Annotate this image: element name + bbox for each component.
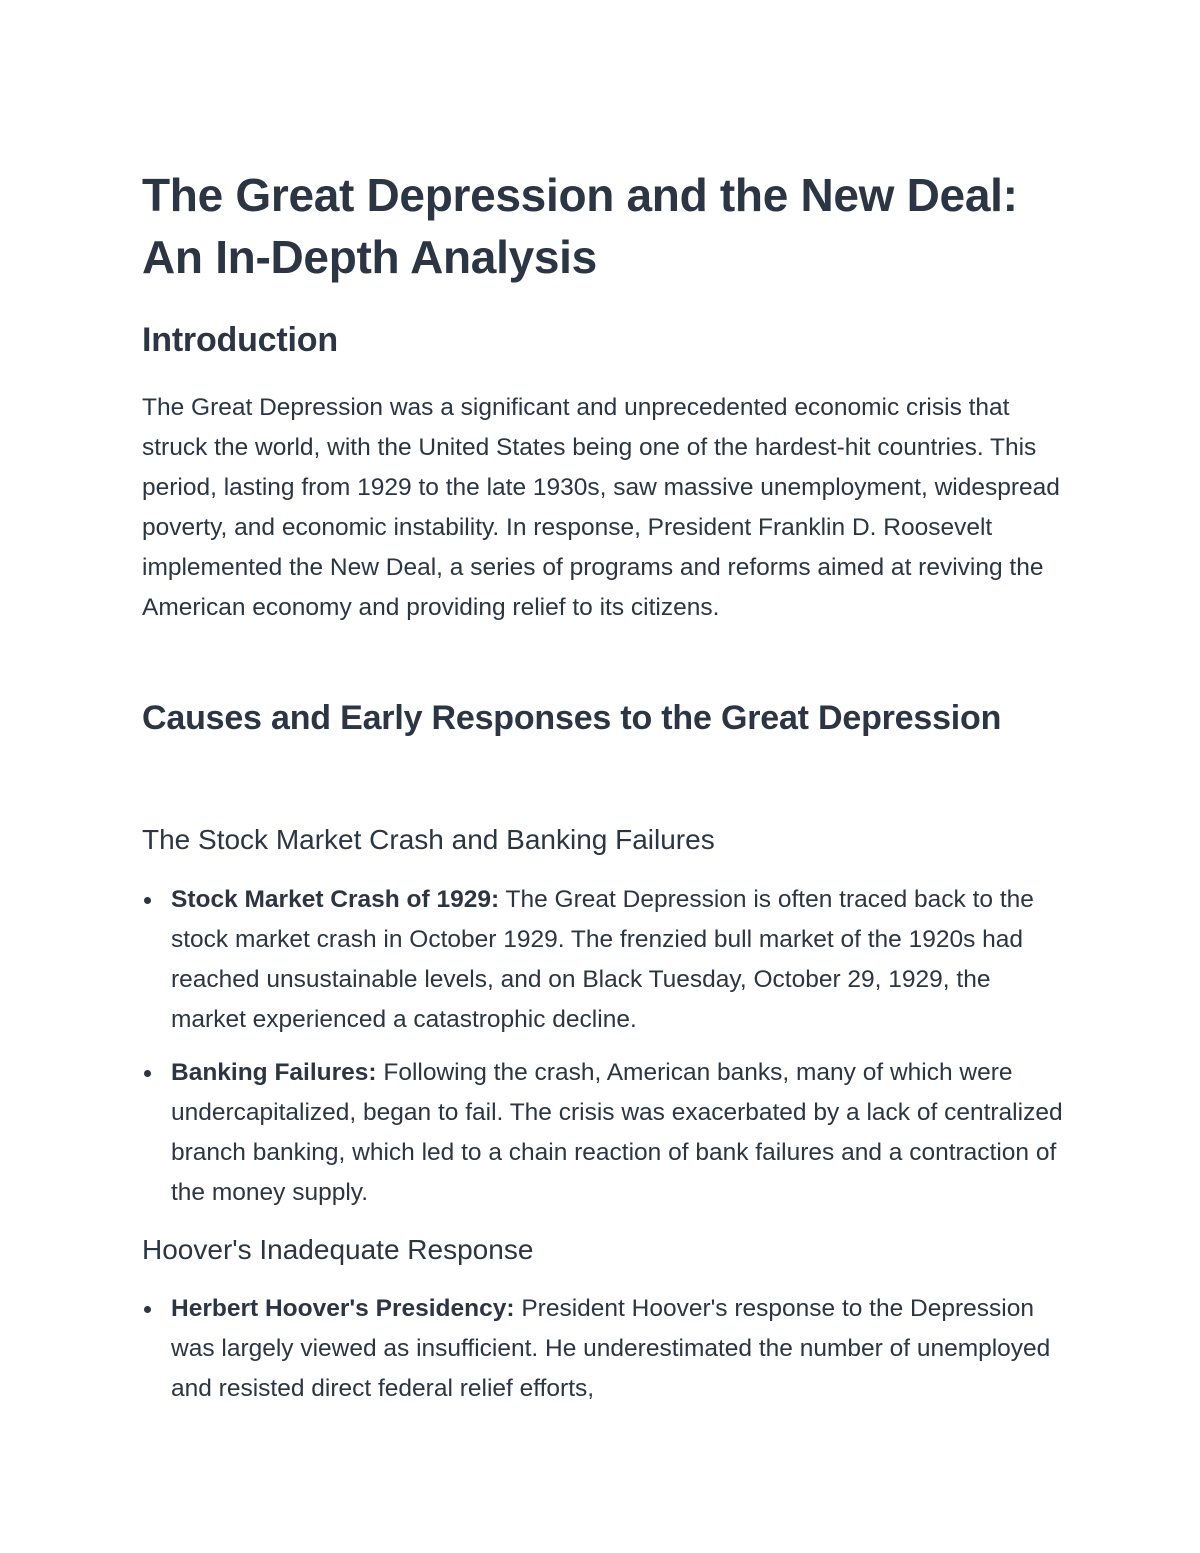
list-item xyxy=(142,1053,1072,1213)
crash-list xyxy=(142,880,1072,1226)
list-item-term: Stock Market Crash of 1929: xyxy=(171,886,500,913)
hoover-subheading: Hoover's Inadequate Response xyxy=(142,1234,534,1265)
list-item-term: Herbert Hoover's Presidency: xyxy=(171,1295,515,1322)
introduction-heading: Introduction xyxy=(142,321,338,359)
document-title: The Great Depression and the New Deal: An In-Depth Analysis xyxy=(142,169,1018,283)
bullet-icon xyxy=(144,1070,151,1077)
list-item-text: The Great Depression is often traced back to the stock market crash in October 1929. The frenzied bull market of the 1920s had reached unsustainable levels, and on Black Tuesday, October 29, 1929, the market experienced a catastrophic decline. xyxy=(171,886,1034,1033)
hoover-list xyxy=(142,1289,1072,1422)
list-item-text: President Hoover's response to the Depression was largely viewed as insufficient. He underestimated the number of unemployed and resisted direct federal relief efforts, xyxy=(171,1295,1051,1402)
introduction-paragraph: The Great Depression was a significant and unprecedented economic crisis that struck the world, with the United States being one of the hardest-hit countries. This period, lasting from 1929 to the late 1930s, saw massive unemployment, widespread poverty, and economic instability. In response, President Franklin D. Roosevelt implemented the New Deal, a series of programs and reforms aimed at reviving the American economy and providing relief to its citizens. xyxy=(142,394,1060,621)
bullet-icon xyxy=(144,897,151,904)
bullet-icon xyxy=(144,1306,151,1313)
list-item xyxy=(142,880,1072,1040)
list-item-text: Following the crash, American banks, many of which were undercapitalized, began to fail. The crisis was exacerbated by a lack of centralized branch banking, which led to a chain reaction of bank failures and a contraction of the money supply. xyxy=(171,1059,1063,1206)
list-item-term: Banking Failures: xyxy=(171,1059,377,1086)
causes-heading: Causes and Early Responses to the Great Depression xyxy=(142,699,1002,737)
crash-subheading: The Stock Market Crash and Banking Failures xyxy=(142,824,715,855)
list-item xyxy=(142,1289,1072,1409)
